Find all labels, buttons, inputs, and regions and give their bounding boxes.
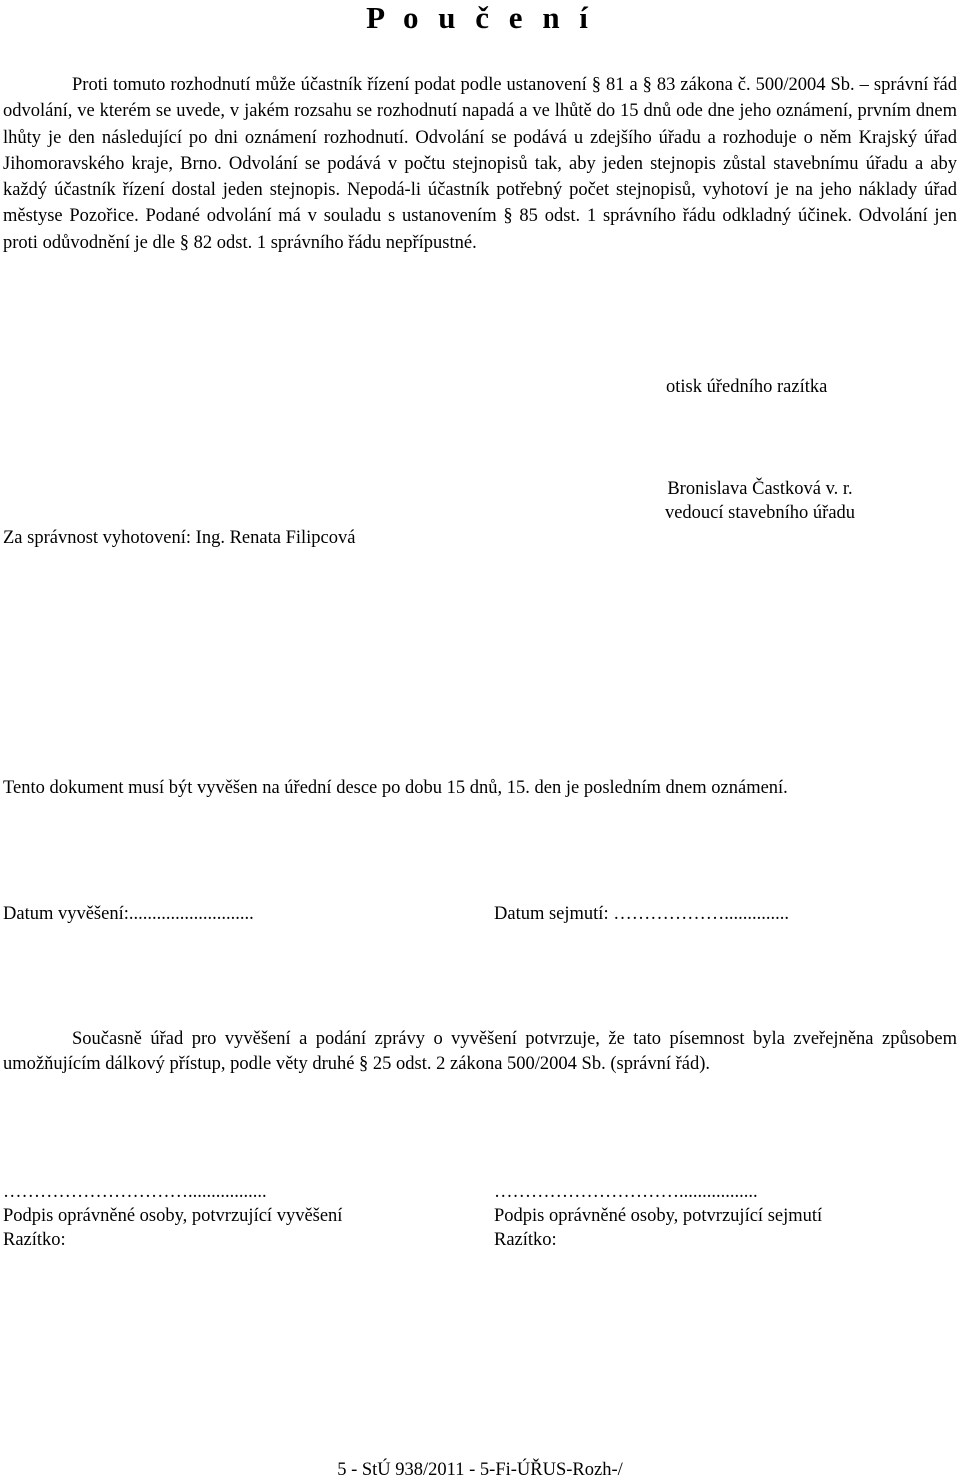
- date-posted: Datum vyvěšení:...........................: [3, 904, 254, 924]
- stamp-label: Razítko:: [494, 1230, 557, 1250]
- publication-confirmation-text: Současně úřad pro vyvěšení a podání zprávy o vyvěšení potvrzuje, že tato písemnost byla zveřejněna způsobem umožňujícím dálkový přístup, podle věty druhé § 25 odst. 2 zákona 500/2004 Sb. (správní řád).: [3, 1029, 957, 1074]
- signatory-name: Bronislava Častková v. r.: [667, 479, 853, 499]
- signature-line: ………………………….................: [3, 1182, 267, 1202]
- page-title: P o u č e n í: [366, 0, 594, 35]
- signature-label: Podpis oprávněné osoby, potvrzující vyvěšení: [3, 1206, 343, 1226]
- publication-confirmation: [3, 1027, 957, 1077]
- appeal-instructions: [3, 72, 957, 256]
- reference-code: 5 - StÚ 938/2011 - 5-Fi-ÚŘUS-Rozh-/: [337, 1460, 623, 1480]
- signature-label: Podpis oprávněné osoby, potvrzující sejmutí: [494, 1206, 823, 1226]
- signature-line: ………………………….................: [494, 1182, 758, 1202]
- stamp-label: Razítko:: [3, 1230, 66, 1250]
- appeal-instructions-text: Proti tomuto rozhodnutí může účastník řízení podat podle ustanovení § 81 a § 83 zákona č. 500/2004 Sb. – správní řád odvolání, ve kterém se uvede, v jakém rozsahu se rozhodnutí napadá a ve lhůtě do 15 dnů ode dne jeho oznámení, prvním dnem lhůty je den následující po dni oznámení rozhodnutí. Odvolání se podává u zdejšího úřadu a rozhoduje o něm Krajský úřad Jihomoravského kraje, Brno. Odvolání se podává v počtu stejnopisů tak, aby jeden stejnopis zůstal stavebnímu úřadu a aby každý účastník řízení dostal jeden stejnopis. Nepodá-li účastník potřebný počet stejnopisů, vyhotoví je na jeho náklady úřad městyse Pozořice. Podané odvolání má v souladu s ustanovením § 85 odst. 1 správního řádu odkladný účinek. Odvolání jen proti odůvodnění je dle § 82 odst. 1 správního řádu nepřípustné.: [3, 75, 957, 253]
- date-removed: Datum sejmutí: ………………..............: [494, 904, 789, 924]
- signature-removal: [494, 1180, 822, 1252]
- stamp-note: otisk úředního razítka: [666, 377, 828, 397]
- posting-notice: Tento dokument musí být vyvěšen na úřední desce po dobu 15 dnů, 15. den je posledním dnem oznámení.: [3, 778, 788, 798]
- signature-posting: [3, 1180, 342, 1252]
- signatory-role: vedoucí stavebního úřadu: [664, 503, 856, 523]
- correctness-note: Za správnost vyhotovení: Ing. Renata Filipcová: [3, 528, 356, 548]
- signatory-block: [630, 477, 890, 525]
